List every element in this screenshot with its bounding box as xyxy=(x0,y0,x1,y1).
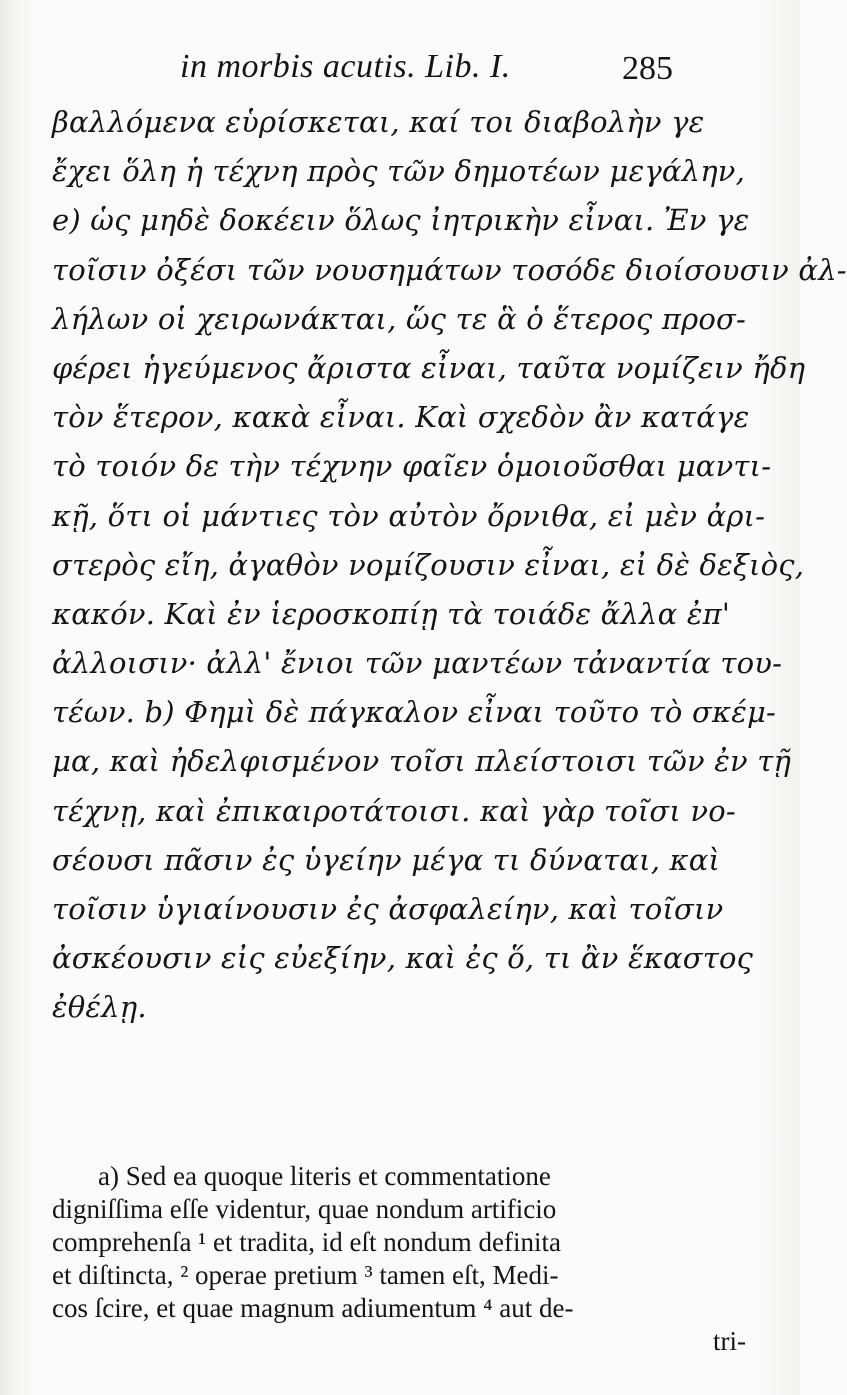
text-line: ἀλλοισιν· ἀλλ' ἔνιοι τῶν μαντέων τἀναντία του- xyxy=(52,646,783,681)
text-line: βαλλόμενα εὑρίσκεται, καί τοι διαβολὴν γε xyxy=(52,105,705,139)
text-line: στερὸς εἴη, ἀγαθὸν νομίζουσιν εἶναι, εἰ δὲ δεξιὸς, xyxy=(52,547,805,582)
text-line: λήλων οἱ χειρωνάκται, ὥς τε ἃ ὁ ἕτερος προσ- xyxy=(52,301,747,336)
greek-text-block xyxy=(52,98,847,1033)
text-line: μα, καὶ ἠδελφισμένον τοῖσι πλείστοισι τῶν ἐν τῇ xyxy=(52,744,792,779)
text-line: ἔχει ὅλη ἡ τέχνη πρὸς τῶν δημοτέων μεγάλην, xyxy=(52,154,746,189)
text-line: φέρει ἡγεύμενος ἄριστα εἶναι, ταῦτα νομίζειν ἤδη xyxy=(52,350,806,385)
text-line: ἐθέλῃ. xyxy=(52,990,147,1025)
text-line: τέων. b) Φημὶ δὲ πάγκαλον εἶναι τοῦτο τὸ σκέμ- xyxy=(52,695,777,730)
text-line: τέχνῃ, καὶ ἐπικαιροτάτοισι. καὶ γὰρ τοῖσι νο- xyxy=(52,793,736,828)
text-line: τοῖσιν ὑγιαίνουσιν ἐς ἀσφαλείην, καὶ τοῖσιν xyxy=(52,892,724,926)
text-line: e) ὡς μηδὲ δοκέειν ὅλως ἰητρικὴν εἶναι. Ἐν γε xyxy=(52,203,750,238)
footnote-line: digniſſima eſſe videntur, quae nondum artificio xyxy=(52,1194,557,1224)
text-line: σέουσι πᾶσιν ἐς ὑγείην μέγα τι δύναται, καὶ xyxy=(52,842,721,877)
running-title: in morbis acutis. Lib. I. xyxy=(180,48,511,85)
footnote-line: a) Sed ea quoque literis et commentatione xyxy=(98,1161,551,1191)
text-line: ἀσκέουσιν εἰς εὐεξίην, καὶ ἐς ὅ, τι ἂν ἕκαστος xyxy=(52,941,754,976)
text-line: κῇ, ὅτι οἱ μάντιες τὸν αὐτὸν ὄρνιθα, εἰ μὲν ἀρι- xyxy=(52,498,766,533)
footnote-line: cos ſcire, et quae magnum adiumentum ⁴ aut de- xyxy=(52,1293,574,1323)
catchword: tri- xyxy=(713,1326,746,1356)
page-number: 285 xyxy=(622,50,673,87)
footnote-line: comprehenſa ¹ et tradita, id eſt nondum definita xyxy=(52,1227,561,1257)
text-line: τοῖσιν ὀξέσι τῶν νουσημάτων τοσόδε διοίσουσιν ἀλ- xyxy=(52,252,847,287)
latin-footnote-block xyxy=(52,1160,772,1358)
footnote-line: et diſtincta, ² operae pretium ³ tamen eſt, Medi- xyxy=(52,1260,559,1290)
running-header xyxy=(0,40,800,100)
text-line: τὸν ἕτερον, κακὰ εἶναι. Καὶ σχεδὸν ἂν κατάγε xyxy=(52,400,750,435)
text-line: τὸ τοιόν δε τὴν τέχνην φαῖεν ὁμοιοῦσθαι μαντι- xyxy=(52,449,772,484)
text-line: κακόν. Καὶ ἐν ἱεροσκοπίῃ τὰ τοιάδε ἄλλα ἐπ' xyxy=(52,596,731,631)
